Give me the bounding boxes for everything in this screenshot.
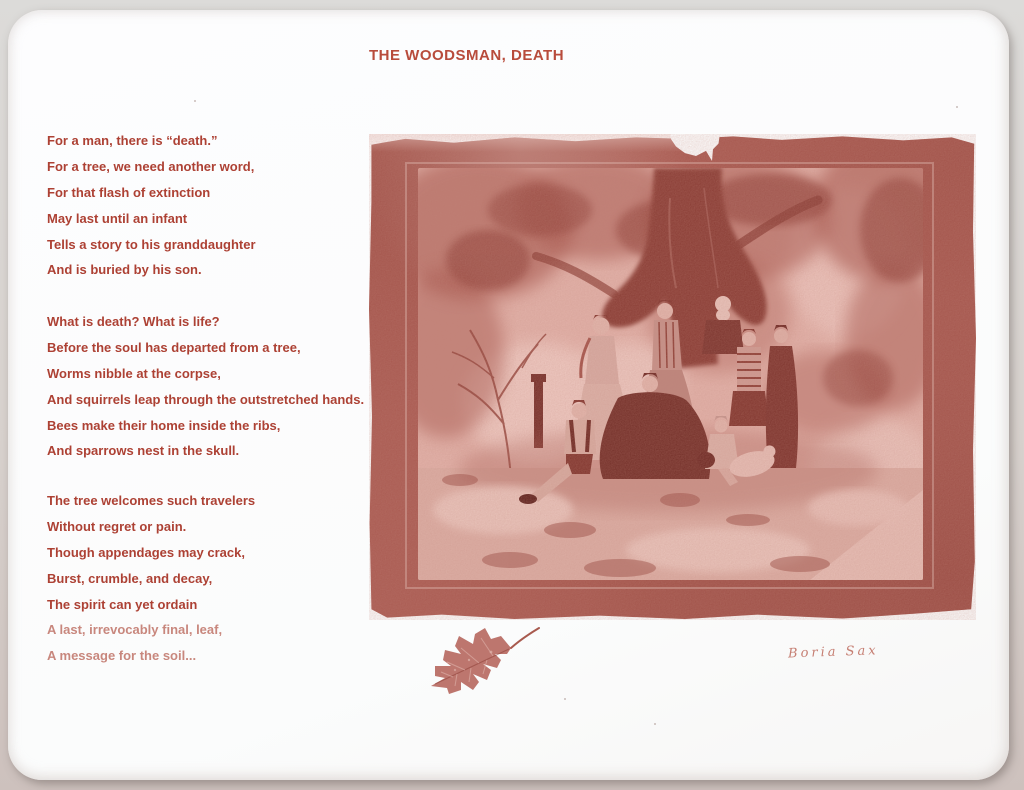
poem-line: The tree welcomes such travelers xyxy=(47,493,256,508)
poem-line: And squirrels leap through the outstretched hands. xyxy=(47,391,365,407)
scanned-book-page xyxy=(8,10,1009,780)
poem-line: For a tree, we need another word, xyxy=(47,158,255,174)
poem-line: Bees make their home inside the ribs, xyxy=(47,417,281,433)
poem-line: Burst, crumble, and decay, xyxy=(47,570,213,586)
stanza-1 xyxy=(47,128,377,283)
photo-image xyxy=(418,168,923,580)
frame-worn-edge xyxy=(369,134,709,152)
dust-speck xyxy=(654,723,656,725)
poem-line: Though appendages may crack, xyxy=(47,544,245,560)
poem-line: For that flash of extinction xyxy=(47,184,211,200)
poem-line: May last until an infant xyxy=(47,210,188,226)
poem-line: And sparrows nest in the skull. xyxy=(47,443,240,459)
poem-line: Worms nibble at the corpse, xyxy=(47,365,221,381)
dust-speck xyxy=(564,698,566,700)
poem-line: Tells a story to his granddaughter xyxy=(47,236,256,252)
poem-line: A last, irrevocably final, leaf, xyxy=(47,622,223,638)
poem-line: Before the soul has departed from a tree, xyxy=(47,339,301,355)
dust-speck xyxy=(956,106,958,108)
stanza-3 xyxy=(47,488,377,669)
poem-line: What is death? What is life? xyxy=(47,314,220,329)
dust-speck xyxy=(194,100,196,102)
poem-line: Without regret or pain. xyxy=(47,518,187,534)
poem-line: And is buried by his son. xyxy=(47,262,202,278)
poem-line: The spirit can yet ordain xyxy=(47,596,198,612)
poem-line: A message for the soil... xyxy=(47,648,197,664)
oak-leaf-illustration xyxy=(421,622,543,700)
tree-photograph xyxy=(369,134,976,620)
artist-signature: Boria Sax xyxy=(787,643,879,662)
poem-line: For a man, there is “death.” xyxy=(47,133,218,148)
page-title: THE WOODSMAN, DEATH xyxy=(369,47,565,64)
stanza-2 xyxy=(47,309,377,464)
